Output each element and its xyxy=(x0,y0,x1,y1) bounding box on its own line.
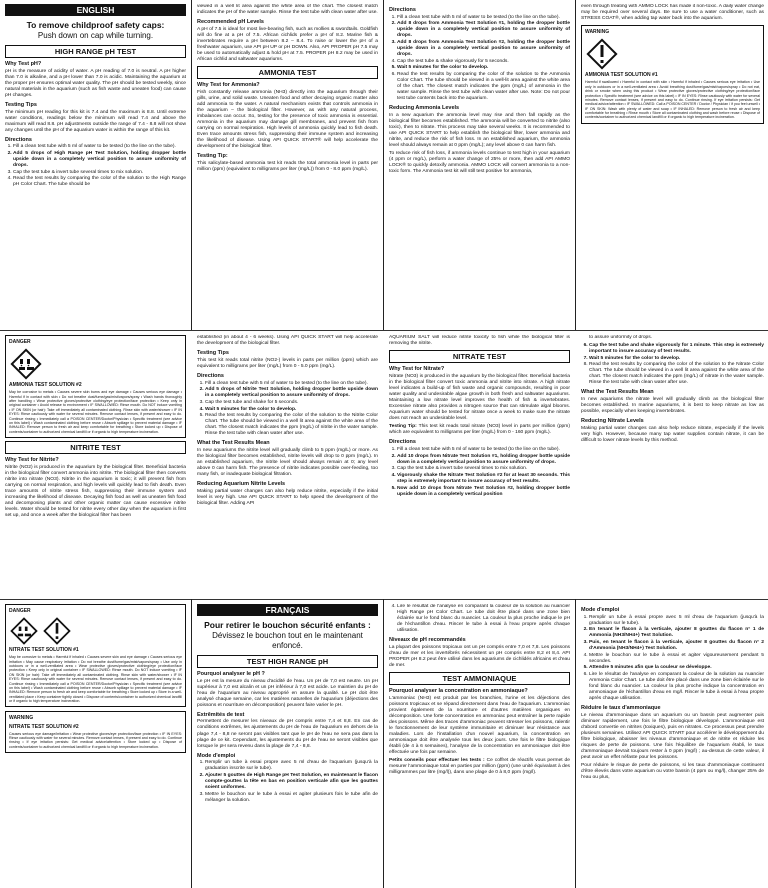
list-item: 3. Mettre le bouchon sur le tube à essai et agiter plusieurs fois le tube afin de mélanger la solution. xyxy=(205,792,378,804)
paragraph: This test kit reads total nitrite (NO2-) levels in parts per million (ppm) which are equivalent to milligrams per liter (mg/L) from 0 - 5.0 ppm (mg/L). xyxy=(197,357,378,369)
list-item: 4. Mettre le bouchon sur le tube à essai et agiter vigoureusement pendant 5 secondes. xyxy=(589,653,764,665)
list-item: 4. Vigorously shake the Nitrate Test Solution #2 for at least 30 seconds. This step is extremely important to insure accuracy of test results. xyxy=(397,473,570,485)
section-heading: NITRATE TEST xyxy=(389,350,570,363)
paragraph: In new aquariums the nitrite level will gradually climb to 5 ppm (mg/L) or more. As the biological filter becomes established, nitrite levels will drop to 0 ppm (mg/L). In an established aquarium, the nitrite level should always remain at 0; any level above 0 can harm fish. The presence of nitrite indicates possible over-feeding, too many fish, or inadequate biological filtration. xyxy=(197,448,378,478)
list-item: 1. Remplir un tube à essai propre avec 5 ml d'eau de l'aquarium (jusqu'à la graduation inscrite sur le tube). xyxy=(205,760,378,772)
directions-list xyxy=(581,615,764,702)
paragraph: pH is the measure of acidity of water. A pH reading of 7.0 is neutral. A pH higher than 7.0 is alkaline, and a pH lower than 7.0 is acidic. Maintaining the aquarium at the proper pH ensures optimal water quality. The pH should be tested weekly, since natural materials in the aquarium (such as fish waste and uneaten food) can cause pH changes. xyxy=(5,68,186,98)
column-english-ph xyxy=(5,4,186,326)
list-item: 2. Add 8 drops from Ammonia Test Solution #1, holding the dropper bottle upside down in a completely vertical position to assure uniformity of drops. xyxy=(397,21,570,39)
subheading: Directions xyxy=(389,7,416,13)
subheading: Directions xyxy=(5,136,32,143)
column-nitrate xyxy=(389,335,570,595)
subheading: Niveaux de pH recommandés xyxy=(389,637,466,644)
solution-name: AMMONIA TEST SOLUTION #1 xyxy=(585,72,658,79)
directions-list xyxy=(5,144,186,188)
list-item: 8. Read the test results by comparing the color of the solution to the Nitrate Color Chart. The tube should be viewed in a well lit area against the white area of the chart. The closest match indicates the ppm (mg/L) of nitrate in the water sample. Rinse the test tube with clean water after use. xyxy=(589,362,764,386)
subheading: Pourquoi analyser le pH ? xyxy=(197,670,265,677)
solution-name: AMMONIA TEST SOLUTION #2 xyxy=(9,382,82,389)
paragraph xyxy=(389,424,570,436)
paragraph: Making partial water changes can also help reduce nitrite, especially if the initial level is very high. Use API QUICK START to help speed the development of the biological filter. Adding API xyxy=(197,488,378,506)
list-item: 2. Add 5 drops of Nitrite Test Solution, holding dropper bottle upside down in a completely vertical position to assure uniformity of drops. xyxy=(205,387,378,399)
cap-instruction-subtitle: Push down on cap while turning. xyxy=(37,30,154,40)
testing-tip-label: Petits conseils pour effectuer les tests : xyxy=(389,758,485,764)
subheading: Recommended pH Levels xyxy=(197,19,264,26)
subheading: Why Test for Ammonia? xyxy=(197,82,260,89)
list-item: 5. Read the test results by comparing the color of the solution to the Nitrite Color Chart. The tube should be viewed in a well lit area against the white area of the chart. The closest match indicates the ppm (mg/L) of nitrite in the water sample. Rinse the test tube with clean water after use. xyxy=(205,413,378,437)
subheading: Réduire le taux d'ammoniaque xyxy=(581,705,661,712)
list-item: 6. Lire le résultat de l'analyse en comparant la couleur de la solution au nuancier Ammonia Color Chart. Le tube doit être placé dans une zone bien éclairée sur le fond blanc du nuancier. La couleur la plus proche indique la concentration en ammoniaque de l'échantillon d'eau en mg/l. Rincer le tube à essai à l'eau propre après chaque utilisation. xyxy=(589,672,764,702)
list-item: 3. Cap the test tube & invert tube several times to mix solution. xyxy=(397,466,570,472)
subheading: Reducing Nitrate Levels xyxy=(581,418,644,425)
paragraph: Pour réduire le risque de perte de poissons, si les taux d'ammoniaque continuent d'être élevés dans votre aquarium ou votre bassin (4 ppm ou mg/l), changer 25% de l'eau ou plus, xyxy=(581,763,764,781)
section-heading: TEST AMMONIAQUE xyxy=(389,672,570,685)
section-heading: HIGH RANGE pH TEST xyxy=(5,45,186,58)
column-nitrite-directions xyxy=(197,335,378,595)
subheading: Reducing Aquarium Nitrite Levels xyxy=(197,481,286,488)
paragraph: even through treating with AMMO LOCK has made it non-toxic. A daily water change may be required over several days. Be sure to use a water conditioner, such as STRESS COAT®, when adding tap water back into the aquarium. xyxy=(581,4,764,22)
list-item: 4. Lire le résultat de l'analyse en comparant la couleur de la solution au nuancier High Range pH Color Chart. Le tube doit être placé dans une zone bien éclairée sur le fond blanc du nuancier. La couleur la plus proche indique le pH de l'échantillon d'eau. Rincer le tube à essai à l'eau propre après chaque utilisation. xyxy=(397,604,570,634)
paragraph: La plupart des poissons tropicaux ont un pH compris entre 7,0 et 7,8. Les poissons d'eau de mer et les invertébrés nécessitent un pH compris entre 8,2 et 8,4. API PROPER pH 8.2 peut être utilisé dans les aquariums de cichlidés africains et d'eau de mer. xyxy=(389,644,570,668)
subheading: Mode d'emploi xyxy=(581,607,620,613)
subheading: Extrêmités de test xyxy=(197,711,245,718)
list-item: 1. Fill a clean test tube with 5 ml of water to be tested (to the line on the tube). xyxy=(205,381,378,387)
list-item: 1. Fill a clean test tube with 5 ml of water to be tested (to the line on the tube). xyxy=(397,447,570,453)
list-item: 7. Wait 5 minutes for the color to develop. xyxy=(589,356,764,362)
column-nitrate-results xyxy=(581,335,764,595)
paragraph: In new aquariums the nitrate level will gradually climb as the biological filter becomes established. In marine aquariums, it is best to keep nitrate as low as possible, especially when keeping invertebrates. xyxy=(581,397,764,415)
subheading: Mode d'emploi xyxy=(197,752,236,759)
list-item: 5. Wait 5 minutes for the color to develop. xyxy=(397,65,570,71)
subheading: Pourquoi analyser la concentration en ammoniaque? xyxy=(389,688,528,695)
directions-list xyxy=(197,381,378,438)
cap-instruction-title: Pour retirer le bouchon sécurité enfants : xyxy=(204,620,371,631)
hazard-text: May be corrosive to metals • Harmful if inhaled • Causes severe skin and eye damage • Causes serious eye irritation • May cause respiratory irritation • Do not breathe dust/fume/gas/mist/vapors/spray • Use only in outdoors or in a well-ventilated area • Wear protective gloves/protective clothing/eye protection/face protection • Keep only in original container • IF SWALLOWED: Rinse mouth. Do NOT induce vomiting • IF ON SKIN (or hair): Take off immediately all contaminated clothing. Rinse skin with water/shower • IF IN EYES: Rinse cautiously with water for several minutes. Remove contact lenses, if present and easy to do. Continue rinsing • Immediately call a POISON CENTER/Doctor/Physician • Specific treatment (see advice on this label) • Wash contaminated clothing before reuse • Absorb spillage to prevent material damage • IF INHALED: Remove person to fresh air and keep comfortable for breathing • Store locked up • Store in a well-ventilated place • Keep container tightly closed • Dispose of contents/container to authorized chemical landfill or if organic to high temperature incineration. xyxy=(9,655,182,704)
warning-panel xyxy=(581,25,764,124)
paragraph: to assure uniformity of drops. xyxy=(589,335,653,340)
solution-name: NITRATE TEST SOLUTION #2 xyxy=(9,723,79,730)
list-item: 1. Fill a clean test tube with 5 ml of water to be tested (to the line on the tube). xyxy=(13,144,186,150)
list-item: 4. Read the test results by comparing the color of the solution to the High Range pH Color Chart. The tube should be xyxy=(13,176,186,188)
column-rule xyxy=(575,599,576,888)
paragraph: In a new aquarium the ammonia level may rise and then fall rapidly as the biological filter becomes established. The ammonia will be converted to nitrite (also toxic), then to nitrate. This process may take several weeks. It is recommended to use API QUICK START to help establish the biological filter, lower ammonia and nitrite, and reduce the risk of fish loss. In an established aquarium, the ammonia level should always remain at 0 ppm (mg/L); any level above 0 can harm fish. xyxy=(389,112,570,149)
column-ammonia-warning xyxy=(581,4,764,326)
list-item: 2. Add 5 drops of High Range pH Test Solution, holding dropper bottle upside down in a completely vertical position to assure uniformity of drops. xyxy=(13,151,186,169)
paragraph: A pH of 7.5 is ideal for most live-bearing fish, such as mollies & swordtails. Goldfish will do fine at a pH of 7.5. African cichlids prefer a pH of 8.2. Marine fish & invertebrates require a pH between 8.2 – 8.4. To raise or lower the pH of a freshwater aquarium, use API pH UP or pH DOWN. Also, API PROPER pH 7.5 may be used to automatically adjust & hold pH at 7.5. PROPER pH 8.2 may be used in African cichlid and saltwater aquariums. xyxy=(197,26,378,62)
paragraph: Making partial water changes can also help reduce nitrate, especially if the levels very high. However, because many tap water supplies contain nitrate, it can be difficult to lower nitrate levels by this method. xyxy=(581,426,764,444)
testing-tip-label: Testing Tip: xyxy=(389,424,417,430)
paragraph xyxy=(389,758,570,776)
cap-instruction-subtitle: Dévissez le bouchon tout en le maintenant enfoncé. xyxy=(212,630,363,650)
paragraph: To reduce risk of fish loss, if ammonia levels continue to test high in your aquarium (4 ppm or mg/L), perform a water change of 25% or more, then add API AMMO LOCK® to quickly detoxify ammonia. AMMO LOCK will convert ammonia to a non-toxic form. The Ammonia test kit will still test positive for ammonia, xyxy=(389,151,570,175)
column-rule xyxy=(383,599,384,888)
subheading: Testing Tips xyxy=(5,101,37,108)
paragraph: This salicylate-based ammonia test kit reads the total ammonia level in parts per million (ppm) (equivalent to milligrams per liter (mg/L)) from 0 - 8.0 ppm (mg/L). xyxy=(197,161,378,173)
column-rule xyxy=(575,0,576,330)
list-item: 4. Cap the test tube & shake vigorously for 5 seconds. xyxy=(397,59,570,65)
subheading: Why Test pH? xyxy=(5,60,42,67)
danger-panel xyxy=(5,335,186,438)
column-rule xyxy=(191,599,192,888)
list-item: 6. Read the test results by comparing the color of the solution to the Ammonia Color Chart. The tube should be viewed in a well-lit area against the white area of the chart. The closest match indicates the ppm (mg/L) of ammonia in the water sample. Rinse the test tube with clean water after use. Note: Do not pour test tube contents back into the aquarium. xyxy=(397,72,570,102)
subheading: Testing Tip: xyxy=(197,153,228,160)
paragraph: AQUARIUM SALT will reduce nitrite toxicity to fish while the biological filter is removing the nitrite. xyxy=(389,335,570,347)
directions-list xyxy=(197,760,378,803)
paragraph: Nitrite (NO2) is produced in the aquarium by the biological filter. Beneficial bacteria in the biological filter convert ammonia into nitrite. The biological filter then converts nitrite into nitrate (NO3). Nitrite in the aquarium is toxic; it will prevent fish from carrying on normal respiration, and high levels will quickly lead to fish death. Even trace amounts of nitrite stress fish, suppressing their immune system and increasing the likelihood of disease. Decaying fish food as well as uneaten fish food and decomposing plants and other organic matter can cause excessive nitrite levels. Water should be tested for nitrite every other day when the aquarium is first set up, and once a week after the biological filter has been xyxy=(5,465,186,519)
subheading: What the Test Results Mean xyxy=(197,440,270,447)
hazard-text: May be corrosive to metals • Causes severe skin burns and eye damage • Causes serious eye damage • Harmful if in contact with skin • Do not breathe dust/fume/gas/mist/vapors/spray • Wash hands thoroughly after handling • Wear protective gloves/protective clothing/eye protection/face protection • Keep only in original container • Avoid release to environment • IF SWALLOWED: Rinse mouth. Do NOT induce vomiting • IF ON SKIN (or hair): Take off immediately all contaminated clothing. Rinse skin with water/shower • IF IN EYES: Rinse cautiously with water for several minutes. Remove contact lenses, if present and easy to do. Continue rinsing • Immediately call a POISON CENTER/Doctor/Physician • Specific treatment (see advice on this label) • Wash contaminated clothing before reuse • Absorb spillage to prevent material damage • IF INHALED: Remove person to fresh air and keep comfortable for breathing • Store locked up • Dispose of contents/container to authorized chemical landfill or if organic to high temperature incineration. xyxy=(9,390,182,434)
column-french-ammonia xyxy=(389,604,570,884)
corrosive-hazard-icon xyxy=(9,616,39,646)
directions-list xyxy=(389,15,570,102)
corrosive-hazard-icon xyxy=(9,347,43,381)
list-item: 6. Cap the test tube and shake vigorously for 1 minute. This step is extremely important to insure accuracy of test results. xyxy=(589,343,764,355)
exclamation-hazard-icon xyxy=(585,37,619,71)
testing-tip-text: This test kit reads total nitrate (NO3) level in parts per million (ppm) which are equivalent to milligrams per liter (mg/L) from 0 - 160 ppm (mg/L). xyxy=(389,424,570,436)
section-heading: AMMONIA TEST xyxy=(197,66,378,79)
list-item: 3. Add 8 drops from Ammonia Test Solution #2, holding the dropper bottle upside down in a completely vertical position to assure uniformity of drops. xyxy=(397,40,570,58)
subheading: What the Test Results Mean xyxy=(581,389,654,396)
list-item: 4. Wait 5 minutes for the color to develop. xyxy=(205,407,378,413)
warning-panel xyxy=(5,711,186,753)
list-item: 1. Remplir un tube à essai propre avec 5 ml d'eau de l'aquarium (jusqu'à la graduation sur le tube). xyxy=(589,615,764,627)
solution-name: NITRATE TEST SOLUTION #1 xyxy=(9,647,79,654)
subheading: Why Test for Nitrate? xyxy=(389,366,445,373)
directions-list xyxy=(389,447,570,498)
warning-label: WARNING xyxy=(585,29,610,36)
column-french-directions xyxy=(581,604,764,884)
list-item: 3. Cap the test tube & invert tube several times to mix solution. xyxy=(13,170,186,176)
subheading: Directions xyxy=(197,372,224,379)
column-ph-ammonia xyxy=(197,4,378,326)
paragraph: viewed in a well lit area against the white area of the chart. The closest match indicates the pH of the water sample. Rinse the test tube with clean water after use. xyxy=(197,4,378,16)
list-item: 3. Cap the test tube and shake for 5 seconds. xyxy=(205,400,378,406)
list-item: 5. Attendre 5 minutes afin que la couleur se développe. xyxy=(589,665,764,671)
paragraph: Permettent de mesurer les niveaux de pH compris entre 7,4 et 8,8. En cas de conditions extrêmes, les ajustements du pH de l'eau de l'aquarium en dehors de la plage 7,4 - 8,8 ne seront pas visibles tant que le pH de l'eau ne sera pas dans la plage de ce kit. Cependant, les ajustements du pH de l'eau ne seront visibles que lorsque le pH sera revenu dans la plage de 7,4 - 8,8. xyxy=(197,719,378,749)
directions-list xyxy=(389,604,570,634)
subheading: Directions xyxy=(389,439,416,446)
column-rule xyxy=(191,0,192,330)
danger-label: DANGER xyxy=(9,608,31,614)
warning-label: WARNING xyxy=(9,715,34,722)
subheading: Why Test for Nitrite? xyxy=(5,457,59,464)
paragraph: L'ammoniac (NH3) est produit par les branchies, l'urine et les déjections des poissons tropicaux et se répand directement dans l'eau de l'aquarium. L'ammoniac provient également de la nourriture et d'autres matières organiques en décomposition. Une forte concentration en ammoniac peut entraîner la perte rapide des poissons. Même des traces d'ammoniac peuvent stresser les poissons, ralentir le fonctionnement de leur système immunitaire et diminuer leur résistance aux maladies. Lors de l'installation d'un nouvel aquarium, la concentration en ammoniaque doit être analysée tous les deux jours. Une fois le filtre biologique établi (de 4 à 6 semaines), l'analyse de la concentration en ammoniaque doit être effectuée une fois par semaine. xyxy=(389,696,570,756)
language-banner: FRANÇAIS xyxy=(197,604,378,616)
fold-line xyxy=(0,599,768,600)
danger-label: DANGER xyxy=(9,339,31,345)
paragraph: The minimum pH reading for this kit is 7.4 and the maximum is 8.8. Until extreme water conditions, readings below the minimum will read 7.4 and above the maximum will read 8.8. pH adjustments outside the range of 7.4 - 8.8 will not show any changes until the pH of the aquarium water is within the range of this kit. xyxy=(5,109,186,133)
subheading: Reducing Ammonia Levels xyxy=(389,105,460,112)
section-heading: NITRITE TEST xyxy=(5,441,186,454)
list-item: 5. Now add 10 drops from Nitrate Test Solution #2, holding dropper bottle upside down in a completely vertical position xyxy=(397,486,570,498)
paragraph: Le pH est la mesure du niveau d'acidité de l'eau. Un pH de 7,0 est neutre. Un pH supérieur à 7,0 est alcalin et un pH inférieur à 7,0 est acide. Le maintien du pH de l'eau de l'aquarium au niveau approprié en assure la qualité. Le pH doit être analysé chaque semaine, car les matières naturelles de l'aquarium (déjections des poissons et nourriture en décomposition) peuvent faire varier le pH. xyxy=(197,678,378,708)
subheading: Testing Tips xyxy=(197,350,229,357)
danger-panel xyxy=(5,604,186,707)
cap-instruction-title: To remove childproof safety caps: xyxy=(26,20,165,31)
paragraph: Le niveau d'ammoniaque dans un aquarium ou un bassin peut augmenter puis diminuer rapidement, une fois le filtre biologique développé. L'ammoniaque est d'abord convertie en nitrites (toxiques), puis en nitrates. Ce processus peut prendre plusieurs semaines. Utilisez API QUICK START pour accélérer le développement du filtre biologique, abaisser les niveaux d'ammoniaque et de nitrite et réduire les risques de perte de poissons. Une fois l'équilibre de l'aquarium établi, le taux d'ammoniaque devrait toujours rester à 0 ppm (mg/l) ; au-dessus de cette valeur, il peut avoir un effet néfaste pour les poissons. xyxy=(581,712,764,761)
section-heading: TEST HIGH RANGE pH xyxy=(197,655,378,668)
testing-tip-text: Ce coffret de réactifs vous permet de mesurer l'ammoniaque total en parties par million (ppm) (une unité équivalant à des milligrammes par litre (mg/l)), dans une plage de 0 à 8,0 ppm (mg/l). xyxy=(389,758,570,776)
language-banner: ENGLISH xyxy=(5,4,186,16)
directions-list xyxy=(581,343,764,386)
column-danger-nitrite xyxy=(5,335,186,595)
exclamation-hazard-icon xyxy=(42,616,72,646)
list-item: 2. Add 10 drops from Nitrate Test Solution #1, holding dropper bottle upside down in a completely vertical position to assure uniformity of drops. xyxy=(397,454,570,466)
paragraph: Fish constantly release ammonia (NH3) directly into the aquarium through their gills, urine, and solid waste. Uneaten food and other decaying organic matter also add ammonia to the water. A natural mechanism exists that controls ammonia in the aquarium – the biological filter. However, as with any natural process, imbalances can occur. So, testing for the presence of toxic ammonia is essential. Ammonia in the aquarium may damage gill membranes, and prevent fish from carrying on normal respiration. High levels of ammonia quickly lead to fish death. Even trace amounts stress fish, suppressing their immune system and increasing the likelihood of disease. Using API QUICK START® will help accelerate the development of the biological filter. xyxy=(197,89,378,150)
hazard-text: Causes serious eye damage/irritation • Wear protective gloves/eye protection/face protection • IF IN EYES: Rinse cautiously with water for several minutes. Remove contact lenses, if present and easy to do. Continue rinsing • If eye irritation persists: Get medical advice/attention • Store locked up • Dispose of contents/container to authorized chemical landfill or if organic to high temperature incineration. xyxy=(9,731,182,749)
column-nitrate-hazards xyxy=(5,604,186,884)
list-item: 3. Puis, en tenant le flacon à la verticale, ajouter 8 gouttes du flacon n° 2 d'Ammonia (NH3/NH4+) Test Solution. xyxy=(589,640,764,652)
paragraph: established (in about 4 - 6 weeks). Using API QUICK START will help accelerate the development of the biological filter. xyxy=(197,335,378,347)
column-rule xyxy=(383,0,384,330)
column-french-ph xyxy=(197,604,378,884)
list-item: 1. Fill a clean test tube with 5 ml of water to be tested (to the line on the tube). xyxy=(397,15,570,21)
list-item: 2. Ajouter 5 gouttes de High Range pH Test Solution, en maintenant le flacon compte-gouttes la tête en bas en position verticale afin que les gouttes soient uniformes. xyxy=(205,773,378,791)
list-item: 2. En tenant le flacon à la verticale, ajouter 8 gouttes du flacon n° 1 de Ammonia (NH3/NH4+) Test Solution. xyxy=(589,627,764,639)
paragraph: Nitrate (NO3) is produced in the aquarium by the biological filter. Beneficial bacteria in the biological filter convert toxic ammonia and nitrite into nitrate. A high nitrate level indicates a build-up of fish waste and organic compounds, resulting in poor water quality and undesirable algae growth in both fresh and saltwater aquariums. Maintaining a low nitrate level improves the health of fish & invertebrates. Excessive nitrate also provides a nitrogen source that can stimulate algal blooms. Aquarium water should be tested for nitrate once a week to make sure the nitrate does not reach an undesirable level. xyxy=(389,374,570,422)
column-ammonia-directions xyxy=(389,4,570,326)
hazard-text: Harmful if swallowed • Harmful in contact with skin • Harmful if inhaled • Causes serious eye irritation • Use only in outdoors or in a well-ventilated area • Avoid breathing dust/fume/gas/mist/vapors/spray • Do not eat, drink or smoke when using this product • Wear protective gloves/protective clothing/eye protection/face protection • Specific treatment (see advice on this label) • IF IN EYES: Rinse cautiously with water for several minutes. Remove contact lenses, if present and easy to do. Continue rinsing. If eye irritation persists: Get medical advice/attention • IF SWALLOWED: Call a POISON CENTER / Doctor / Physician / if you feel unwell • IF ON SKIN: Wash with plenty of water and soap • IF INHALED: Remove person to fresh air and keep comfortable for breathing • Rinse mouth • Store all contaminated clothing and wash before reuse • Dispose of contents/container to authorized chemical landfill or if organic to high temperature incineration. xyxy=(585,80,760,120)
fold-line xyxy=(0,330,768,331)
